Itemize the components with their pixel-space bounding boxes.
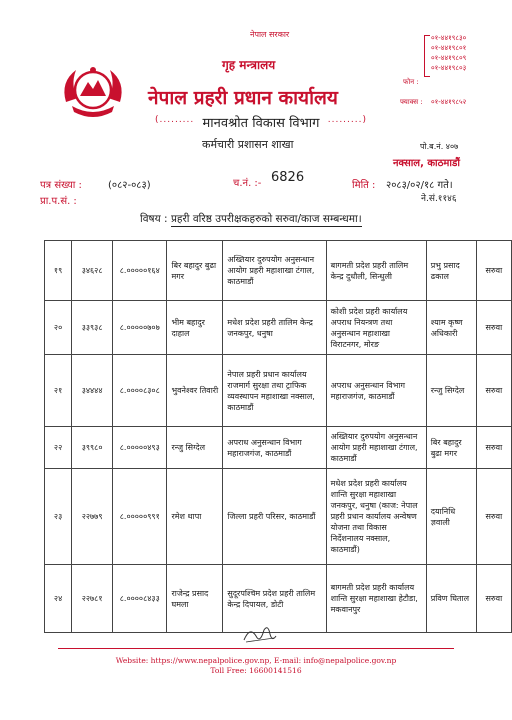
cell-id: ८.००००८४३३ (113, 565, 167, 633)
nepal-sambat: ने.सं.११४६ (421, 194, 457, 204)
cell-from: सुदूरपश्चिम प्रदेश प्रहरी तालिम केन्द्र दिपायल, डोटी (223, 565, 326, 633)
phone-list (431, 33, 466, 73)
cell-id: ८.०००००९९१ (113, 469, 167, 565)
cell-repl: रन्जु सिग्देल (426, 355, 476, 427)
cell-id: ८.०००००४९३ (113, 427, 167, 469)
cell-code: २२७७९ (72, 469, 113, 565)
cell-remark: सरुवा (476, 469, 511, 565)
cell-repl: बिर बहादुर बुढा मगर (426, 427, 476, 469)
cell-id: ८.००००८३०८ (113, 355, 167, 427)
date-label: मिति : (352, 180, 376, 191)
transfer-table (44, 240, 512, 633)
cell-name: राजेन्द्र प्रसाद घमला (167, 565, 223, 633)
table-row (45, 427, 512, 469)
fax-label: फ्याक्स : (400, 98, 423, 106)
cell-remark: सरुवा (476, 427, 511, 469)
cell-code: ३४६२८ (72, 241, 113, 301)
phone-number: ०१-४४१९८३० (431, 34, 467, 42)
cell-code: ३३९३८ (72, 301, 113, 355)
cell-repl: दयानिधि ज्ञवाली (426, 469, 476, 565)
cell-from: अपराध अनुसन्धान विभाग महाराजगंज, काठमाडौं (223, 427, 326, 469)
section-name: कर्मचारी प्रशासन शाखा (202, 138, 294, 151)
cell-to: अख्तियार दुरुपयोग अनुसन्धान आयोग प्रहरी महाशाखा टंगाल, काठमाडौं (326, 427, 426, 469)
footer (0, 656, 512, 676)
phone-number: ०१-४४१९८०९ (431, 54, 467, 62)
phone-brace (424, 35, 430, 77)
footer-contact: Website: https://www.nepalpolice.gov.np, E-mail: info@nepalpolice.gov.np (115, 656, 397, 665)
cell-to: कोशी प्रदेश प्रहरी कार्यालय अपराध नियन्त्रण तथा अनुसन्धान महाशाखा विराटनगर, मोरङ (326, 301, 426, 355)
ref-label: पत्र संख्या : (40, 180, 82, 191)
chalani-number: 6826 (271, 170, 305, 185)
table-row (45, 241, 512, 301)
cell-sn: १९ (45, 241, 72, 301)
cell-code: ३४४४४ (72, 355, 113, 427)
ministry-name: गृह मन्त्रालय (222, 58, 276, 72)
footer-rule (58, 648, 454, 649)
subject-label: विषय : (140, 213, 168, 225)
cell-from: जिल्ला प्रहरी परिसर, काठमाडौं (223, 469, 326, 565)
cell-id: ८.०००००७०७ (113, 301, 167, 355)
department-banner (155, 113, 367, 131)
po-box: पो.ब.नं. ४०७ (420, 142, 459, 151)
cell-name: रन्जु सिग्देल (167, 427, 223, 469)
cell-remark: सरुवा (476, 301, 511, 355)
cell-remark: सरुवा (476, 565, 511, 633)
footer-tollfree: Toll Free: 16600141516 (210, 666, 302, 675)
cell-sn: २० (45, 301, 72, 355)
cell-to: अपराध अनुसन्धान विभाग महाराजगंज, काठमाडौं (326, 355, 426, 427)
phone-number: ०१-४४१९८०१ (431, 44, 467, 52)
cell-to: मधेश प्रदेश प्रहरी कार्यालय शान्ति सुरक्षा महाशाखा जनकपुर, धनुषा (काज: नेपाल प्रहरी प्रधान कार्यालय अन्वेषण योजना तथा विकास निर्देशनालय नक्साल, काठमाडौं) (326, 469, 426, 565)
phone-label: फोन : (403, 78, 419, 86)
cell-from: मधेश प्रदेश प्रहरी तालिम केन्द्र जनकपुर, धनुषा (223, 301, 326, 355)
cell-name: बिर बहादुर बुढा मगर (167, 241, 223, 301)
prapa-label: प्रा.प.सं. : (40, 196, 77, 207)
ref-value: (०८२-०८३) (108, 180, 151, 191)
table-row (45, 469, 512, 565)
cell-from: नेपाल प्रहरी प्रधान कार्यालय राजमार्ग सुरक्षा तथा ट्राफिक व्यवस्थापन महाशाखा नक्साल, काठमाडौं (223, 355, 326, 427)
cell-to: बागमती प्रदेश प्रहरी कार्यालय शान्ति सुरक्षा महाशाखा हेटौडा, मकवानपुर (326, 565, 426, 633)
cell-sn: २१ (45, 355, 72, 427)
cell-id: ८.०००००१६४ (113, 241, 167, 301)
cell-repl: प्रभु प्रसाद ढकाल (426, 241, 476, 301)
cell-remark: सरुवा (476, 355, 511, 427)
cell-remark: सरुवा (476, 241, 511, 301)
table-row (45, 301, 512, 355)
phone-number: ०१-४४१९८०३ (431, 64, 467, 72)
subject-line (140, 212, 362, 226)
cell-sn: २२ (45, 427, 72, 469)
cell-sn: २४ (45, 565, 72, 633)
dots-right: .........) (327, 115, 367, 125)
cell-repl: श्याम कृष्ण अधिकारी (426, 301, 476, 355)
cell-code: ३९९८० (72, 427, 113, 469)
nepal-police-emblem-icon (58, 62, 128, 124)
dots-left: (......... (155, 115, 195, 125)
cell-repl: प्रविण घिताल (426, 565, 476, 633)
government-label: नेपाल सरकार (250, 30, 290, 39)
cell-sn: २३ (45, 469, 72, 565)
cell-name: रमेश थापा (167, 469, 223, 565)
fax-number: ०१-४४१९८५२ (431, 98, 467, 106)
table-row (45, 355, 512, 427)
date-value: २०८३/०२/१८ गते। (386, 180, 453, 191)
cell-to: बागमती प्रदेश प्रहरी तालिम केन्द्र दुधौली, सिन्धुली (326, 241, 426, 301)
cell-name: भीम बहादुर दाहाल (167, 301, 223, 355)
cell-code: २२७८१ (72, 565, 113, 633)
office-address: नक्साल, काठमाडौं (393, 158, 460, 169)
office-title: नेपाल प्रहरी प्रधान कार्यालय (148, 87, 338, 109)
cell-name: भुवनेश्वर तिवारी (167, 355, 223, 427)
department-name: मानवश्रोत विकास विभाग (202, 116, 320, 131)
chalani-label: च.नं. :- (233, 178, 262, 189)
cell-from: अख्तियार दुरुपयोग अनुसन्धान आयोग प्रहरी महाशाखा टंगाल, काठमाडौं (223, 241, 326, 301)
subject-text: प्रहरी वरिष्ठ उपरीक्षकहरुको सरुवा/काज सम्बन्धमा। (170, 213, 362, 225)
signature (240, 622, 280, 646)
